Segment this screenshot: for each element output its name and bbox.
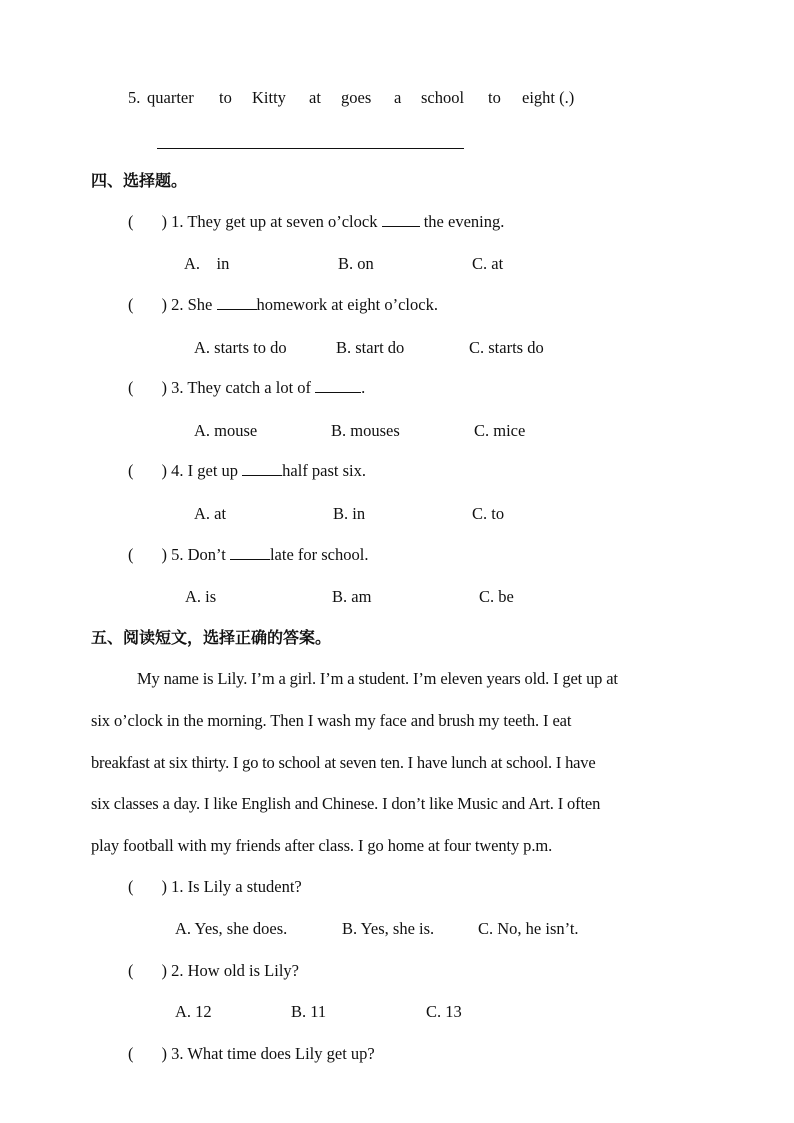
fill-blank[interactable] (242, 461, 282, 476)
mc-question: ( ) 1. They get up at seven o’clock the evening. (128, 212, 505, 231)
answer-paren-open[interactable]: ( (128, 961, 134, 980)
option-a[interactable]: A. mouse (194, 421, 258, 440)
passage-line: play football with my friends after class. I go home at four twenty p.m. (91, 836, 553, 855)
option-b[interactable]: B. am (332, 587, 372, 606)
option-b[interactable]: B. in (333, 504, 366, 523)
fill-blank[interactable] (315, 378, 361, 393)
reorder-word: to (488, 88, 501, 107)
passage-line: six classes a day. I like English and Chinese. I don’t like Music and Art. I often (91, 794, 601, 813)
option-a[interactable]: A. 12 (175, 1002, 212, 1021)
question-text-post: half past six. (282, 461, 367, 480)
question-text-pre: 5. Don’t (171, 545, 230, 564)
section4-heading: 四、选择题。 (91, 171, 188, 190)
question-text-pre: 3. They catch a lot of (171, 378, 316, 397)
option-a[interactable]: A. starts to do (194, 338, 287, 357)
fill-blank[interactable] (230, 545, 270, 560)
fill-blank[interactable] (217, 295, 257, 310)
answer-paren-open[interactable]: ( (128, 461, 134, 480)
question-text-post: late for school. (269, 545, 369, 564)
answer-line[interactable] (157, 148, 464, 149)
option-a[interactable]: A. Yes, she does. (175, 919, 288, 938)
mc-question: ( ) 4. I get up half past six. (128, 461, 367, 480)
question-text-pre: 4. I get up (171, 461, 243, 480)
option-b[interactable]: B. 11 (291, 1002, 327, 1021)
question-text-pre: 1. They get up at seven o’clock (171, 212, 382, 231)
answer-paren-open[interactable]: ( (128, 378, 134, 397)
mc-question: ( ) 2. She homework at eight o’clock. (128, 295, 438, 314)
reorder-word: quarter (147, 88, 194, 107)
option-c[interactable]: C. to (472, 504, 505, 523)
option-b[interactable]: B. mouses (331, 421, 400, 440)
option-b[interactable]: B. start do (336, 338, 405, 357)
question-text-post: the evening. (419, 212, 505, 231)
reorder-word: to (219, 88, 232, 107)
fill-blank[interactable] (382, 212, 420, 227)
reorder-word: a (394, 88, 402, 107)
reorder-word: eight (.) (522, 88, 575, 107)
option-b[interactable]: B. Yes, she is. (342, 919, 435, 938)
option-c[interactable]: C. be (479, 587, 514, 606)
question-text-post: homework at eight o’clock. (256, 295, 438, 314)
answer-paren-open[interactable]: ( (128, 545, 134, 564)
question-text-post: . (361, 378, 366, 397)
option-c[interactable]: C. 13 (426, 1002, 462, 1021)
question-text: 1. Is Lily a student? (171, 877, 302, 896)
reorder-number: 5. (128, 88, 141, 107)
answer-paren-open[interactable]: ( (128, 877, 134, 896)
reading-question: ( ) 1. Is Lily a student? (128, 877, 302, 896)
option-c[interactable]: C. at (472, 254, 504, 273)
reading-question: ( ) 2. How old is Lily? (128, 961, 299, 980)
option-c[interactable]: C. starts do (469, 338, 544, 357)
question-text: 3. What time does Lily get up? (171, 1044, 375, 1063)
answer-paren-open[interactable]: ( (128, 295, 134, 314)
passage-line: My name is Lily. I’m a girl. I’m a student. I’m eleven years old. I get up at (137, 669, 618, 688)
mc-question: ( ) 3. They catch a lot of . (128, 378, 366, 397)
reorder-word: goes (341, 88, 372, 107)
reorder-word: school (421, 88, 465, 107)
mc-question: ( ) 5. Don’t late for school. (128, 545, 369, 564)
question-text-pre: 2. She (171, 295, 217, 314)
answer-paren-open[interactable]: ( (128, 212, 134, 231)
answer-paren-open[interactable]: ( (128, 1044, 134, 1063)
reorder-word: Kitty (252, 88, 286, 107)
passage-line: breakfast at six thirty. I go to school at seven ten. I have lunch at school. I have (91, 753, 596, 772)
option-b[interactable]: B. on (338, 254, 374, 273)
section5-heading: 五、阅读短文，选择正确的答案。 (91, 628, 332, 647)
option-a[interactable]: A. at (194, 504, 227, 523)
reading-question: ( ) 3. What time does Lily get up? (128, 1044, 375, 1063)
option-a[interactable]: A. is (185, 587, 217, 606)
option-c[interactable]: C. mice (474, 421, 526, 440)
reorder-word: at (309, 88, 321, 107)
option-c[interactable]: C. No, he isn’t. (478, 919, 579, 938)
question-text: 2. How old is Lily? (171, 961, 299, 980)
option-a[interactable]: A. in (184, 254, 230, 273)
passage-line: six o’clock in the morning. Then I wash my face and brush my teeth. I eat (91, 711, 572, 730)
